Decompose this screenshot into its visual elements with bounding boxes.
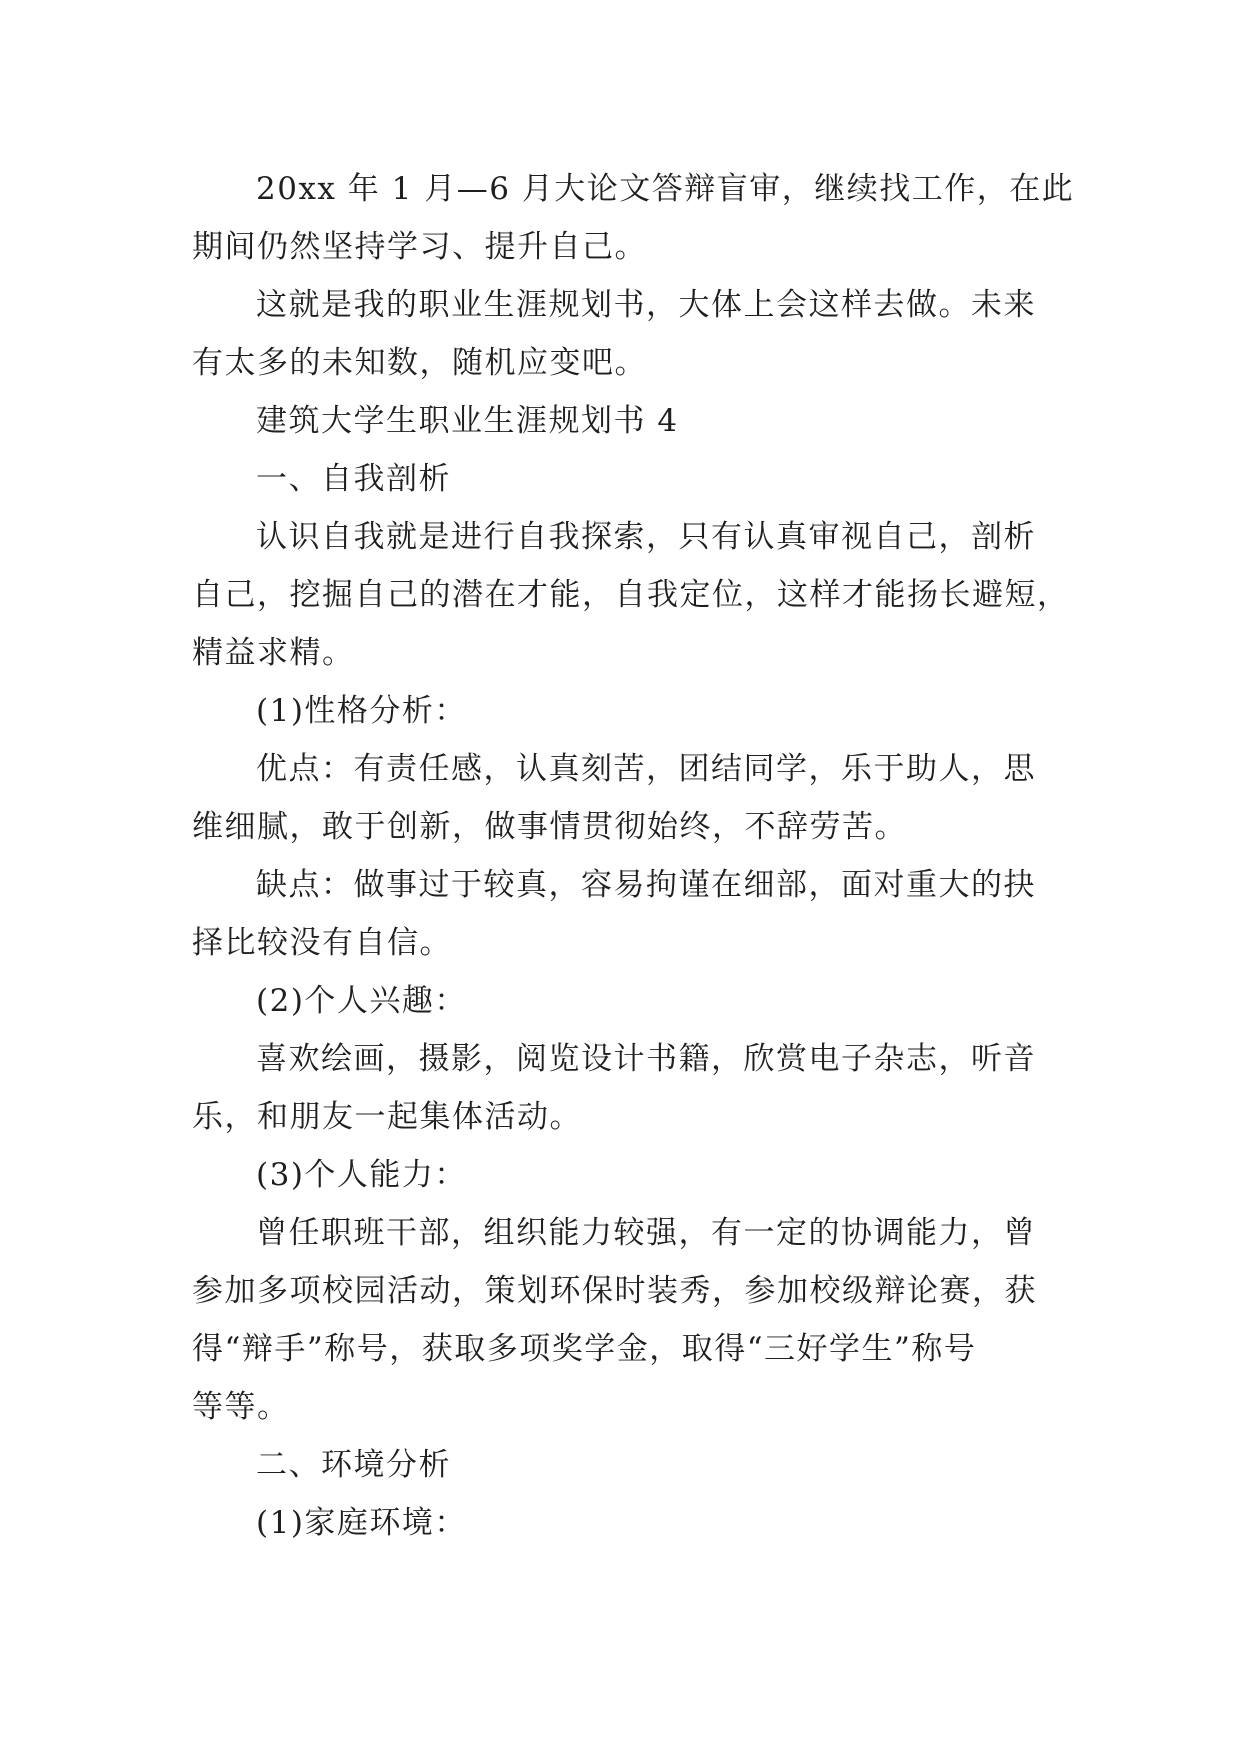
paragraph-line: 认识自我就是进行自我探索，只有认真审视自己，剖析 xyxy=(256,519,1036,555)
paragraph-line: 期间仍然坚持学习、提升自己。 xyxy=(192,229,647,265)
subheading: (3)个人能力： xyxy=(256,1157,467,1193)
section-title: 建筑大学生职业生涯规划书 4 xyxy=(256,403,679,439)
paragraph-line: 自己，挖掘自己的潜在才能，自我定位，这样才能扬长避短， xyxy=(192,577,1070,613)
section-heading: 一、自我剖析 xyxy=(256,461,451,497)
paragraph-line: 喜欢绘画，摄影，阅览设计书籍，欣赏电子杂志，听音 xyxy=(256,1041,1036,1077)
paragraph-line: 乐，和朋友一起集体活动。 xyxy=(192,1099,582,1135)
paragraph-line: 等等。 xyxy=(192,1389,290,1425)
paragraph-line: 精益求精。 xyxy=(192,635,355,671)
paragraph-line: 维细腻，敢于创新，做事情贯彻始终，不辞劳苦。 xyxy=(192,809,907,845)
paragraph-line: 优点：有责任感，认真刻苦，团结同学，乐于助人，思 xyxy=(256,751,1036,787)
subheading: (2)个人兴趣： xyxy=(256,983,467,1019)
paragraph-line: 20xx 年 1 月—6 月大论文答辩盲审，继续找工作，在此 xyxy=(256,171,1075,207)
paragraph-line: 这就是我的职业生涯规划书，大体上会这样去做。未来 xyxy=(256,287,1036,323)
paragraph-line: 缺点：做事过于较真，容易拘谨在细部，面对重大的抉 xyxy=(256,867,1036,903)
paragraph-line: 有太多的未知数，随机应变吧。 xyxy=(192,345,647,381)
section-heading: 二、环境分析 xyxy=(256,1447,451,1483)
subheading: (1)性格分析： xyxy=(256,693,467,729)
paragraph-line: 得“辩手”称号，获取多项奖学金，取得“三好学生”称号 xyxy=(192,1331,977,1367)
paragraph-line: 参加多项校园活动，策划环保时装秀，参加校级辩论赛，获 xyxy=(192,1273,1037,1309)
paragraph-line: 择比较没有自信。 xyxy=(192,925,452,961)
paragraph-line: 曾任职班干部，组织能力较强，有一定的协调能力，曾 xyxy=(256,1215,1036,1251)
subheading: (1)家庭环境： xyxy=(256,1505,467,1541)
